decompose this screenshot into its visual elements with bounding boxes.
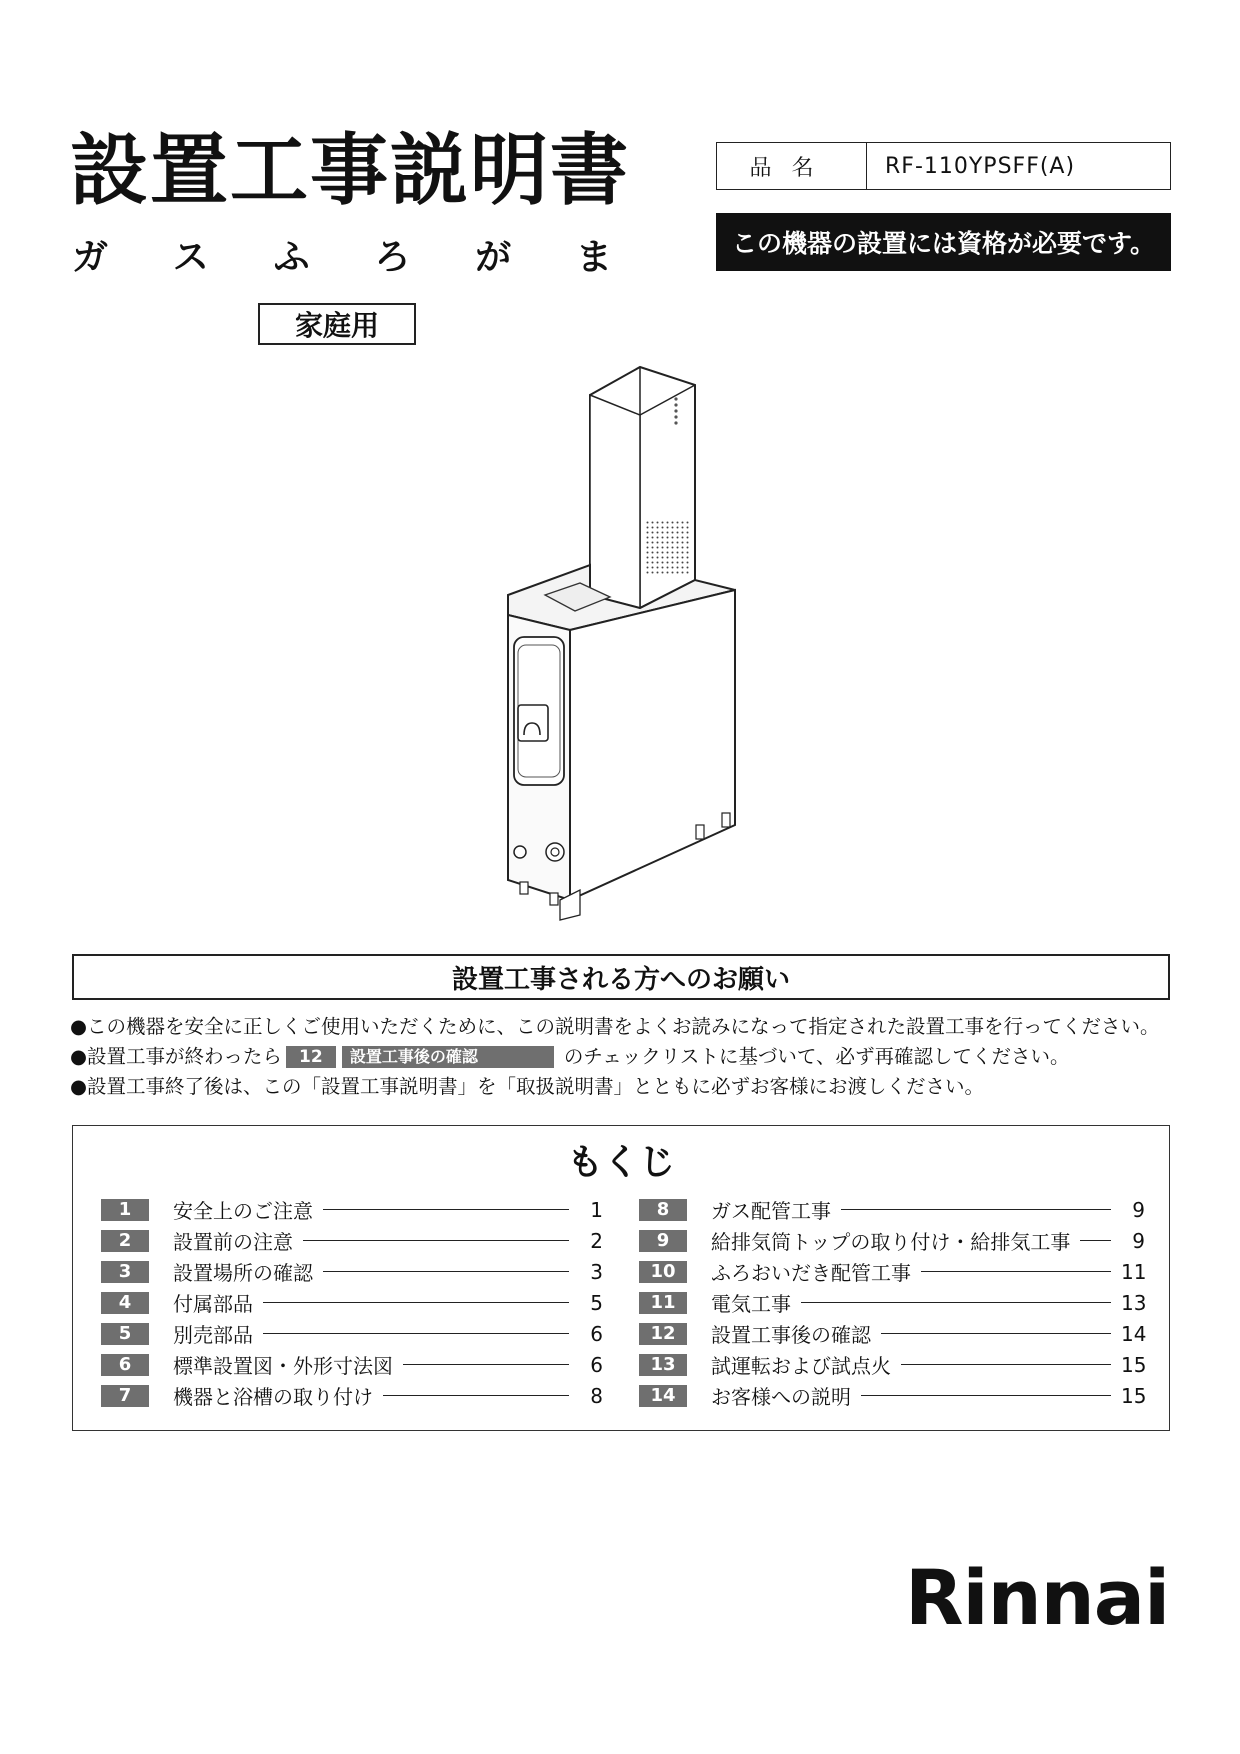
toc-leader-line	[901, 1364, 1111, 1365]
toc-leader-line	[323, 1209, 569, 1210]
toc-section-number: 6	[101, 1354, 149, 1376]
toc-section-number: 9	[639, 1230, 687, 1252]
toc-page-number: 6	[590, 1321, 603, 1346]
model-name-label: 品名	[717, 143, 867, 189]
toc-item[interactable]	[639, 1194, 1145, 1225]
toc-leader-line	[263, 1302, 569, 1303]
toc-item[interactable]	[639, 1256, 1145, 1287]
toc-page-number: 6	[590, 1352, 603, 1377]
toc-section-title: ガス配管工事	[711, 1199, 831, 1223]
toc-section-number: 11	[639, 1292, 687, 1314]
toc-item[interactable]	[101, 1349, 603, 1380]
installer-notes	[70, 1012, 1180, 1102]
subtitle-char: ス	[172, 237, 209, 278]
section-number-tag: 12	[286, 1046, 336, 1068]
document-title: 設置工事説明書	[70, 126, 631, 216]
qualification-notice: この機器の設置には資格が必要です。	[716, 213, 1171, 271]
subtitle-char: ま	[575, 237, 612, 278]
note-item	[70, 1072, 1180, 1102]
subtitle-char: ガ	[72, 237, 109, 278]
toc-item[interactable]	[101, 1256, 603, 1287]
toc-item[interactable]	[101, 1194, 603, 1225]
toc-page-number: 13	[1121, 1290, 1147, 1315]
toc-leader-line	[403, 1364, 569, 1365]
toc-section-title: 付属部品	[173, 1292, 253, 1316]
toc-left-column	[101, 1194, 603, 1411]
toc-item[interactable]	[101, 1318, 603, 1349]
toc-section-title: 機器と浴槽の取り付け	[173, 1385, 373, 1409]
toc-item[interactable]	[639, 1225, 1145, 1256]
toc-section-number: 13	[639, 1354, 687, 1376]
model-name-box	[716, 142, 1171, 190]
toc-section-number: 5	[101, 1323, 149, 1345]
toc-section-number: 8	[639, 1199, 687, 1221]
note-text: のチェックリストに基づいて、必ず再確認してください。	[563, 1045, 1070, 1068]
toc-section-number: 7	[101, 1385, 149, 1407]
toc-page-number: 15	[1121, 1383, 1147, 1408]
note-item	[70, 1042, 1180, 1072]
toc-section-title: 安全上のご注意	[173, 1199, 313, 1223]
toc-title: もくじ	[566, 1142, 675, 1183]
toc-section-number: 1	[101, 1199, 149, 1221]
toc-leader-line	[921, 1271, 1111, 1272]
note-text: ●設置工事終了後は、この「設置工事説明書」を「取扱説明書」とともに必ずお客様にお渡しください。	[70, 1075, 985, 1098]
toc-leader-line	[323, 1271, 569, 1272]
toc-page-number: 5	[590, 1290, 603, 1315]
toc-section-title: 設置工事後の確認	[711, 1323, 871, 1347]
toc-section-title: ふろおいだき配管工事	[711, 1261, 911, 1285]
table-of-contents	[72, 1125, 1170, 1431]
toc-section-title: 別売部品	[173, 1323, 253, 1347]
note-item	[70, 1012, 1180, 1042]
toc-page-number: 15	[1121, 1352, 1147, 1377]
bath-boiler-illustration	[500, 355, 740, 937]
toc-right-column	[639, 1194, 1145, 1411]
subtitle-char: ふ	[273, 237, 310, 278]
toc-page-number: 3	[590, 1259, 603, 1284]
toc-section-title: 試運転および試点火	[711, 1354, 891, 1378]
household-use-label: 家庭用	[258, 303, 416, 345]
toc-section-title: 給排気筒トップの取り付け・給排気工事	[711, 1230, 1071, 1254]
toc-leader-line	[383, 1395, 569, 1396]
toc-page-number: 8	[590, 1383, 603, 1408]
toc-section-number: 14	[639, 1385, 687, 1407]
toc-section-title: 設置前の注意	[173, 1230, 293, 1254]
toc-page-number: 11	[1121, 1259, 1147, 1284]
toc-section-title: 電気工事	[711, 1292, 791, 1316]
toc-leader-line	[801, 1302, 1111, 1303]
subtitle-char: ろ	[374, 237, 411, 278]
toc-item[interactable]	[639, 1287, 1145, 1318]
toc-leader-line	[263, 1333, 569, 1334]
note-text: ●この機器を安全に正しくご使用いただくために、この説明書をよくお読みになって指定された設置工事を行ってください。	[70, 1015, 1160, 1038]
toc-leader-line	[841, 1209, 1111, 1210]
toc-item[interactable]	[101, 1225, 603, 1256]
toc-item[interactable]	[639, 1349, 1145, 1380]
toc-section-title: 標準設置図・外形寸法図	[173, 1354, 393, 1378]
toc-item[interactable]	[639, 1380, 1145, 1411]
product-category-subtitle	[72, 237, 612, 278]
toc-page-number: 1	[590, 1197, 603, 1222]
toc-section-number: 10	[639, 1261, 687, 1283]
subtitle-char: が	[475, 237, 512, 278]
installer-request-heading: 設置工事される方へのお願い	[72, 954, 1170, 1000]
rinnai-logo: Rinnai	[905, 1553, 1170, 1642]
toc-leader-line	[303, 1240, 569, 1241]
toc-leader-line	[881, 1333, 1111, 1334]
toc-leader-line	[861, 1395, 1111, 1396]
note-text: ●設置工事が終わったら	[70, 1045, 282, 1068]
model-name-value: RF-110YPSFF(A)	[885, 153, 1076, 179]
toc-section-title: お客様への説明	[711, 1385, 851, 1409]
toc-item[interactable]	[639, 1318, 1145, 1349]
toc-section-number: 4	[101, 1292, 149, 1314]
toc-section-number: 2	[101, 1230, 149, 1252]
toc-section-title: 設置場所の確認	[173, 1261, 313, 1285]
toc-item[interactable]	[101, 1380, 603, 1411]
toc-section-number: 3	[101, 1261, 149, 1283]
toc-page-number: 14	[1121, 1321, 1147, 1346]
section-title-tag: 設置工事後の確認	[342, 1046, 554, 1068]
toc-page-number: 2	[590, 1228, 603, 1253]
toc-page-number: 9	[1132, 1228, 1145, 1253]
toc-leader-line	[1080, 1240, 1111, 1241]
toc-page-number: 9	[1132, 1197, 1145, 1222]
toc-item[interactable]	[101, 1287, 603, 1318]
toc-section-number: 12	[639, 1323, 687, 1345]
